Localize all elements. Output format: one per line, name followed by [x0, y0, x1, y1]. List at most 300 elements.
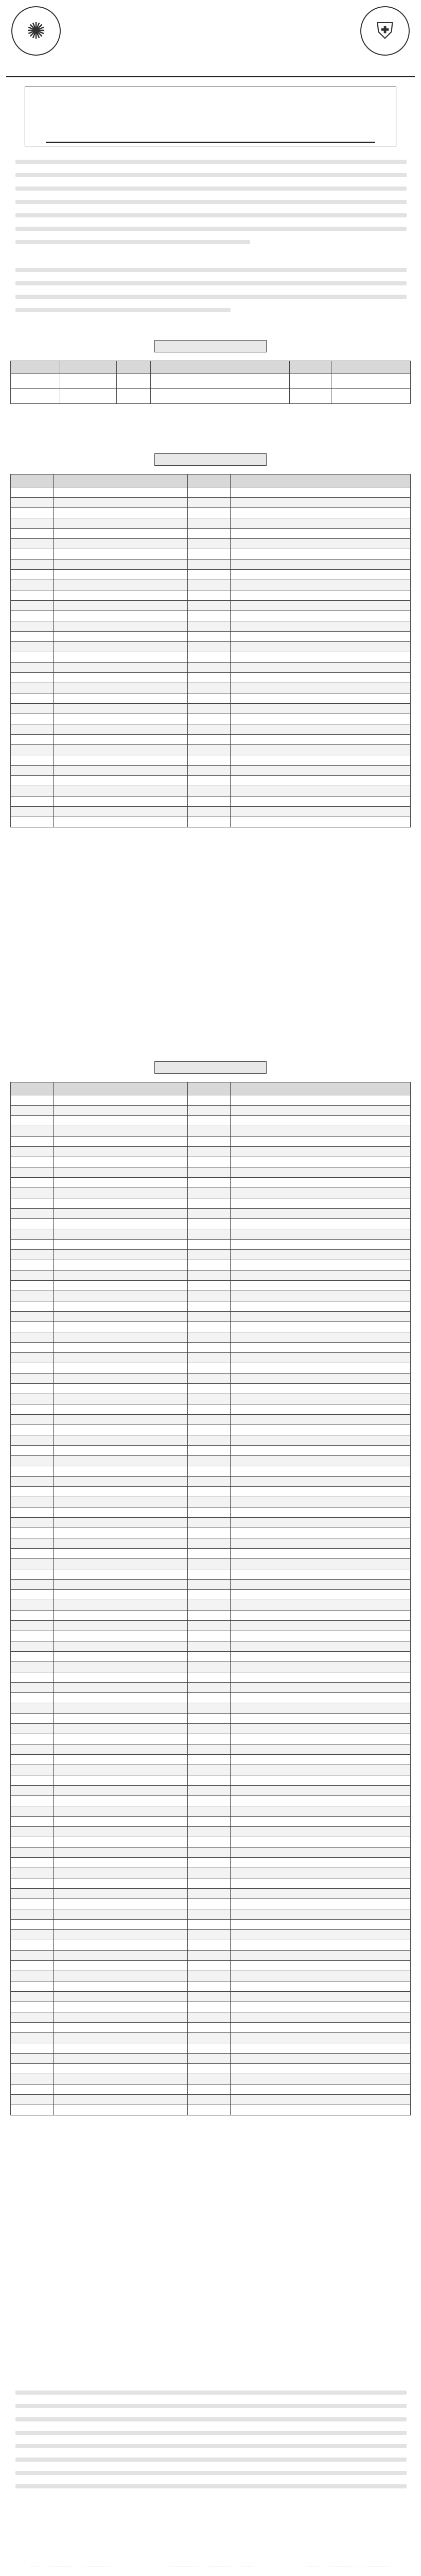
table-cell	[53, 632, 187, 642]
table-cell	[53, 1497, 187, 1507]
table-cell	[230, 1281, 410, 1291]
table-cell	[230, 735, 410, 745]
table-row	[11, 1744, 411, 1755]
table-cell	[230, 1477, 410, 1487]
table-row	[11, 1456, 411, 1466]
venue-list-title-2	[154, 1061, 267, 1074]
table-row	[11, 1229, 411, 1240]
table-cell	[187, 2033, 230, 2043]
table-cell	[11, 1126, 54, 1137]
schedule-cell	[151, 374, 290, 389]
table-row	[11, 560, 411, 570]
table-cell	[11, 2002, 54, 2012]
table-cell	[53, 673, 187, 683]
table-cell	[11, 621, 54, 632]
table-cell	[230, 1157, 410, 1167]
table-cell	[53, 755, 187, 766]
table-row	[11, 1322, 411, 1332]
table-cell	[11, 1466, 54, 1477]
table-cell	[187, 1755, 230, 1765]
table-cell	[53, 1631, 187, 1641]
table-cell	[53, 1940, 187, 1951]
table-cell	[11, 1167, 54, 1178]
table-cell	[230, 560, 410, 570]
office-address	[73, 44, 348, 52]
table-cell	[53, 1425, 187, 1435]
table-row	[11, 1435, 411, 1446]
table-cell	[230, 1270, 410, 1281]
schedule-cell	[60, 374, 116, 389]
table-cell	[11, 1260, 54, 1270]
table-cell	[230, 1126, 410, 1137]
table-cell	[11, 1755, 54, 1765]
table-cell	[53, 1446, 187, 1456]
table-row	[11, 1147, 411, 1157]
table-cell	[230, 1724, 410, 1734]
table-cell	[230, 776, 410, 786]
table-cell	[230, 1528, 410, 1538]
table-cell	[11, 693, 54, 704]
table-cell	[187, 1590, 230, 1600]
table-cell	[187, 1858, 230, 1868]
table-cell	[53, 1765, 187, 1775]
table-cell	[53, 1404, 187, 1415]
table-cell	[187, 2105, 230, 2115]
table-cell	[53, 1466, 187, 1477]
table-cell	[187, 570, 230, 580]
schedule-cell	[60, 389, 116, 404]
table-cell	[187, 1322, 230, 1332]
table-cell	[53, 1209, 187, 1219]
table-cell	[187, 1384, 230, 1394]
table-row	[11, 642, 411, 652]
table-cell	[53, 621, 187, 632]
table-cell	[187, 1446, 230, 1456]
table-cell	[53, 1301, 187, 1312]
table-cell	[230, 570, 410, 580]
table-cell	[11, 1868, 54, 1878]
table-cell	[230, 1600, 410, 1611]
table-row	[11, 1662, 411, 1672]
table-cell	[187, 1374, 230, 1384]
table-cell	[187, 2023, 230, 2033]
table-cell	[11, 1229, 54, 1240]
table-cell	[53, 601, 187, 611]
table-row	[11, 776, 411, 786]
table-cell	[187, 1332, 230, 1343]
table-cell	[230, 786, 410, 796]
table-row	[11, 1384, 411, 1394]
table-cell	[11, 796, 54, 807]
table-cell	[11, 1528, 54, 1538]
table-row	[11, 1724, 411, 1734]
table-cell	[11, 1889, 54, 1899]
table-cell	[187, 735, 230, 745]
table-cell	[53, 1714, 187, 1724]
table-cell	[11, 487, 54, 498]
table-cell	[230, 1250, 410, 1260]
table-cell	[187, 1250, 230, 1260]
table-cell	[187, 1621, 230, 1631]
table-cell	[11, 1394, 54, 1404]
table-cell	[11, 1961, 54, 1971]
table-cell	[53, 766, 187, 776]
table-row	[11, 1641, 411, 1652]
table-cell	[230, 1384, 410, 1394]
table-cell	[187, 1724, 230, 1734]
table-cell	[230, 1404, 410, 1415]
table-cell	[230, 1744, 410, 1755]
table-cell	[187, 714, 230, 724]
table-row	[11, 1940, 411, 1951]
table-row	[11, 1188, 411, 1198]
table-cell	[230, 549, 410, 560]
table-cell	[53, 1332, 187, 1343]
table-cell	[53, 1456, 187, 1466]
table-cell	[230, 1301, 410, 1312]
table-row	[11, 1466, 411, 1477]
table-cell	[230, 1889, 410, 1899]
venue-table-2	[10, 1082, 411, 2115]
table-row	[11, 487, 411, 498]
table-cell	[53, 1672, 187, 1683]
table-cell	[187, 1631, 230, 1641]
table-cell	[11, 1744, 54, 1755]
table-cell	[230, 1631, 410, 1641]
table-cell	[53, 1270, 187, 1281]
table-cell	[230, 2043, 410, 2054]
table-row	[11, 1672, 411, 1683]
table-cell	[230, 1095, 410, 1106]
table-cell	[53, 1683, 187, 1693]
table-cell	[53, 776, 187, 786]
table-cell	[11, 1992, 54, 2002]
table-cell	[230, 1456, 410, 1466]
table-cell	[11, 1446, 54, 1456]
table-cell	[230, 601, 410, 611]
table-cell	[11, 2064, 54, 2074]
table-cell	[53, 807, 187, 817]
table-row	[11, 1446, 411, 1456]
table-cell	[230, 1188, 410, 1198]
table-row	[11, 1157, 411, 1167]
signature-1	[21, 2555, 124, 2576]
table-cell	[53, 1167, 187, 1178]
table-cell	[11, 1322, 54, 1332]
table-cell	[230, 1415, 410, 1425]
table-cell	[187, 1209, 230, 1219]
table-cell	[11, 735, 54, 745]
table-cell	[11, 817, 54, 827]
table-cell	[187, 549, 230, 560]
table-cell	[187, 2043, 230, 2054]
table-row	[11, 1878, 411, 1889]
table-cell	[187, 1260, 230, 1270]
table-cell	[11, 1198, 54, 1209]
table-row	[11, 673, 411, 683]
table-cell	[11, 1858, 54, 1868]
table-cell	[187, 1868, 230, 1878]
table-cell	[11, 1703, 54, 1714]
table-cell	[53, 1353, 187, 1363]
table-cell	[11, 1281, 54, 1291]
table-cell	[230, 1683, 410, 1693]
table-row	[11, 1394, 411, 1404]
table-cell	[11, 1590, 54, 1600]
org-title	[73, 7, 348, 14]
venue-table	[10, 474, 411, 827]
table-row	[11, 1281, 411, 1291]
table-cell	[53, 1394, 187, 1404]
table-cell	[11, 1250, 54, 1260]
schedule-title	[154, 340, 267, 352]
table-cell	[53, 1868, 187, 1878]
table-cell	[11, 1786, 54, 1796]
table-row	[11, 1106, 411, 1116]
table-cell	[53, 1538, 187, 1549]
table-cell	[230, 2002, 410, 2012]
table-cell	[230, 1930, 410, 1940]
table-row	[11, 1889, 411, 1899]
table-cell	[230, 1734, 410, 1744]
table-cell	[11, 2033, 54, 2043]
table-cell	[53, 704, 187, 714]
table-cell	[230, 1518, 410, 1528]
table-cell	[230, 673, 410, 683]
table-row	[11, 1250, 411, 1260]
table-cell	[53, 1858, 187, 1868]
schedule-cell	[151, 389, 290, 404]
table-cell	[187, 755, 230, 766]
table-cell	[230, 1219, 410, 1229]
table-row	[11, 714, 411, 724]
table-cell	[11, 1827, 54, 1837]
table-row	[11, 549, 411, 560]
table-cell	[53, 1363, 187, 1374]
table-cell	[53, 1652, 187, 1662]
table-cell	[53, 1796, 187, 1806]
table-cell	[187, 683, 230, 693]
table-row	[11, 2023, 411, 2033]
table-cell	[230, 1394, 410, 1404]
table-cell	[230, 529, 410, 539]
table-row	[11, 1126, 411, 1137]
table-cell	[11, 766, 54, 776]
table-cell	[230, 683, 410, 693]
table-cell	[11, 2012, 54, 2023]
table-cell	[230, 1909, 410, 1920]
table-cell	[11, 642, 54, 652]
table-row	[11, 1374, 411, 1384]
table-cell	[187, 1848, 230, 1858]
table-cell	[230, 1858, 410, 1868]
table-row	[11, 1827, 411, 1837]
table-cell	[187, 745, 230, 755]
table-cell	[187, 1270, 230, 1281]
table-cell	[11, 1981, 54, 1992]
table-cell	[53, 1899, 187, 1909]
table-row	[11, 663, 411, 673]
table-cell	[53, 549, 187, 560]
table-cell	[11, 1652, 54, 1662]
table-cell	[187, 1889, 230, 1899]
table-cell	[53, 2012, 187, 2023]
table-cell	[53, 724, 187, 735]
table-row	[11, 1837, 411, 1848]
venue-paragraph	[15, 268, 407, 321]
table-cell	[53, 1219, 187, 1229]
table-cell	[230, 2105, 410, 2115]
table-cell	[11, 1559, 54, 1569]
table-row	[11, 1137, 411, 1147]
table-row	[11, 807, 411, 817]
table-row	[11, 1858, 411, 1868]
table-cell	[230, 1806, 410, 1817]
table-cell	[11, 2105, 54, 2115]
table-cell	[53, 1147, 187, 1157]
table-cell	[187, 1291, 230, 1301]
table-cell	[230, 766, 410, 776]
table-cell	[11, 1497, 54, 1507]
table-row	[11, 570, 411, 580]
table-cell	[187, 1920, 230, 1930]
table-cell	[187, 1981, 230, 1992]
table-cell	[187, 642, 230, 652]
table-row	[11, 683, 411, 693]
table-cell	[11, 508, 54, 518]
table-cell	[11, 1631, 54, 1641]
table-row	[11, 611, 411, 621]
table-row	[11, 1580, 411, 1590]
table-row	[11, 1270, 411, 1281]
table-cell	[230, 1693, 410, 1703]
table-cell	[187, 2054, 230, 2064]
table-cell	[230, 642, 410, 652]
table-cell	[53, 2023, 187, 2033]
table-cell	[11, 1157, 54, 1167]
table-cell	[11, 1641, 54, 1652]
table-cell	[230, 1569, 410, 1580]
table-row	[11, 1425, 411, 1435]
table-cell	[187, 817, 230, 827]
table-cell	[11, 1435, 54, 1446]
table-cell	[230, 1229, 410, 1240]
table-cell	[187, 652, 230, 663]
table-cell	[187, 601, 230, 611]
table-cell	[53, 1374, 187, 1384]
table-row	[11, 2064, 411, 2074]
table-cell	[53, 1703, 187, 1714]
table-cell	[230, 714, 410, 724]
table-cell	[187, 632, 230, 642]
table-cell	[11, 590, 54, 601]
table-cell	[230, 663, 410, 673]
table-cell	[230, 1703, 410, 1714]
table-cell	[11, 1507, 54, 1518]
table-cell	[230, 1817, 410, 1827]
table-cell	[187, 1786, 230, 1796]
table-cell	[53, 1734, 187, 1744]
table-cell	[11, 755, 54, 766]
table-cell	[187, 1301, 230, 1312]
table-cell	[53, 2064, 187, 2074]
table-row	[11, 1178, 411, 1188]
schedule-cell	[290, 389, 331, 404]
table-cell	[230, 1343, 410, 1353]
table-cell	[230, 745, 410, 755]
table-cell	[187, 1775, 230, 1786]
table-cell	[53, 1528, 187, 1538]
table-cell	[53, 2043, 187, 2054]
office-title	[73, 24, 348, 31]
table-cell	[53, 1240, 187, 1250]
table-row	[11, 1765, 411, 1775]
table-cell	[11, 1538, 54, 1549]
table-cell	[187, 796, 230, 807]
table-cell	[11, 1765, 54, 1775]
table-row	[11, 590, 411, 601]
table-cell	[230, 796, 410, 807]
table-row	[11, 529, 411, 539]
table-cell	[53, 2033, 187, 2043]
schedule-cell	[11, 389, 60, 404]
table-row	[11, 1817, 411, 1827]
table-cell	[187, 1734, 230, 1744]
table-row	[11, 1343, 411, 1353]
table-row	[11, 796, 411, 807]
table-row	[11, 1538, 411, 1549]
table-cell	[230, 1920, 410, 1930]
table-cell	[53, 1384, 187, 1394]
table-cell	[230, 1899, 410, 1909]
table-row	[11, 1693, 411, 1703]
table-cell	[53, 1600, 187, 1611]
table-cell	[53, 1569, 187, 1580]
table-cell	[230, 1446, 410, 1456]
table-row	[11, 1301, 411, 1312]
table-cell	[230, 1981, 410, 1992]
table-row	[11, 745, 411, 755]
table-cell	[11, 1600, 54, 1611]
table-cell	[11, 1301, 54, 1312]
table-cell	[53, 1487, 187, 1497]
table-row	[11, 1240, 411, 1250]
table-cell	[53, 1157, 187, 1167]
table-cell	[230, 2054, 410, 2064]
table-cell	[187, 1559, 230, 1569]
table-cell	[230, 1611, 410, 1621]
table-cell	[11, 1951, 54, 1961]
table-cell	[11, 560, 54, 570]
table-row	[11, 1796, 411, 1806]
table-cell	[11, 1878, 54, 1889]
table-cell	[11, 498, 54, 508]
table-cell	[11, 518, 54, 529]
table-cell	[187, 508, 230, 518]
table-cell	[230, 1652, 410, 1662]
table-cell	[187, 2074, 230, 2084]
table-cell	[187, 776, 230, 786]
table-cell	[53, 1981, 187, 1992]
table-cell	[11, 1209, 54, 1219]
table-cell	[53, 1951, 187, 1961]
table-cell	[187, 1909, 230, 1920]
table-cell	[230, 724, 410, 735]
table-cell	[53, 2054, 187, 2064]
table-cell	[230, 1590, 410, 1600]
table-cell	[11, 1518, 54, 1528]
table-row	[11, 508, 411, 518]
